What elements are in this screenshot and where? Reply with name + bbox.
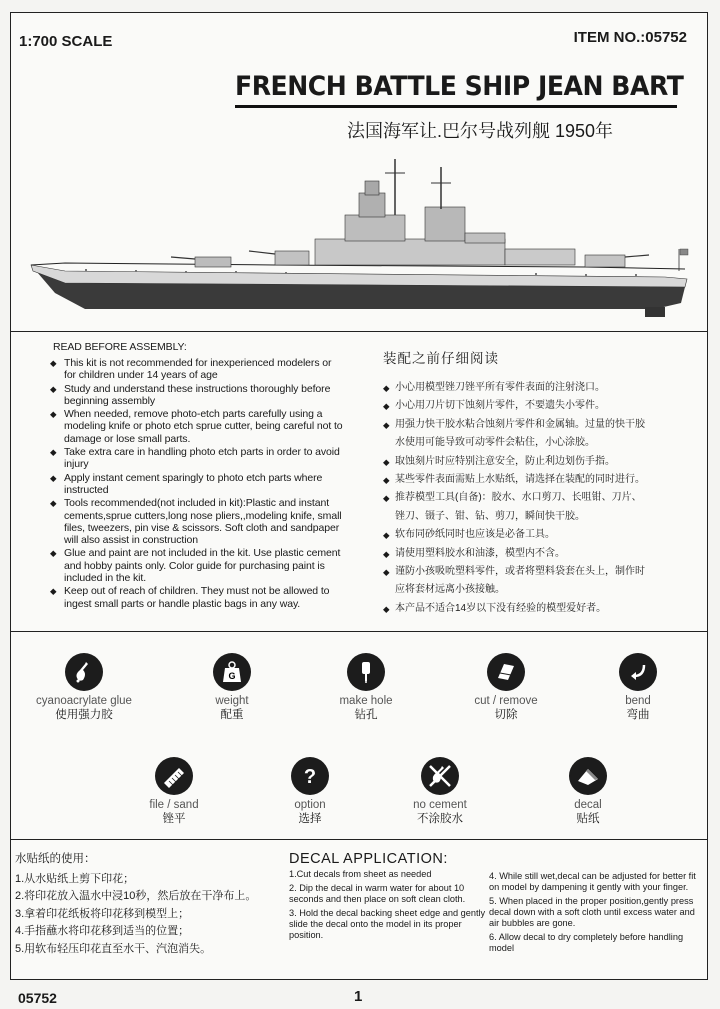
list-item: 6. Allow decal to dry completely before handling model — [489, 932, 684, 953]
list-item: ◆ When needed, remove photo-etch parts carefully using a modeling knife or photo etch sprue cutter, being careful not to damage or lose small parts. — [53, 408, 346, 445]
list-item: 1.Cut decals from sheet as needed — [289, 869, 432, 879]
read-before-chinese — [381, 347, 685, 618]
list-item: 水使用可能导致可动零件会粘住，小心涂胶。 — [395, 437, 595, 449]
list-item: 3.拿着印花纸板将印花移到模型上； — [15, 907, 190, 920]
list-item: ◆ 小心用刀片切下蚀刻片零件，不要遗失小零件。 — [381, 397, 685, 415]
title-underline — [235, 105, 677, 108]
read-before-list-en — [53, 357, 346, 610]
list-item: ◆ Apply instant cement sparingly to photo etch parts where instructed — [53, 472, 346, 497]
question-icon — [291, 757, 329, 795]
list-item: ◆ 取蚀刻片时应特别注意安全，防止利边划伤手指。 — [381, 453, 685, 471]
section-divider-1 — [11, 331, 707, 332]
list-item: ◆ Keep out of reach of children. They must not be allowed to ingest small parts or handle plastic bags in any way. — [53, 585, 346, 610]
no-cement-icon — [421, 757, 459, 795]
list-item: ◆ Study and understand these instructions thoroughly before beginning assembly — [53, 383, 346, 408]
decal-heading-cn: 水贴纸的使用： — [15, 853, 96, 865]
symbol-glue: cyanoacrylate glue 使用强力胶 — [29, 653, 139, 723]
symbol-make-hole: make hole 钻孔 — [311, 653, 421, 723]
list-item: ◆ Glue and paint are not included in the kit. Use plastic cement and hobby paints only. Color guide for purchasing paint is included in the kit. — [53, 547, 346, 584]
symbol-option: ? option 选择 — [255, 757, 365, 827]
decal-icon — [569, 757, 607, 795]
battleship-side-profile — [25, 153, 695, 331]
list-item: 应将套材远离小孩接触。 — [395, 584, 505, 596]
list-item: ◆ 谨防小孩吸吮塑料零件，或者将塑料袋套在头上，制作时 — [381, 563, 685, 581]
list-item: ◆ Tools recommended(not included in kit):Plastic and instant cements,sprue cutters,long nose pliers,,modeling knife, small files, tweezers, pin vise & scissors. Soft cloth and sandpaper will also assist in construction — [53, 497, 346, 546]
svg-text:G: G — [228, 671, 236, 681]
bend-icon — [619, 653, 657, 691]
list-item: ◆ 本产品不适合14岁以下没有经验的模型爱好者。 — [381, 600, 685, 618]
cut-icon — [487, 653, 525, 691]
section-divider-3 — [11, 839, 707, 840]
list-item: ◆ 小心用模型锉刀锉平所有零件表面的注射浇口。 — [381, 379, 685, 397]
list-item: ◆ 推荐模型工具(自备)：胶水、水口剪刀、长咀钳、刀片、 — [381, 489, 685, 507]
list-item: ◆ 请使用塑料胶水和油漆，模型内不含。 — [381, 545, 685, 563]
page-subtitle-cn: 法国海军让.巴尔号战列舰 1950年 — [347, 121, 614, 141]
list-item: 4. While still wet,decal can be adjusted for better fit on model by dampening it gently with your finger. — [489, 871, 696, 892]
symbol-bend: bend 弯曲 — [583, 653, 693, 723]
item-number: ITEM NO.:05752 — [573, 29, 687, 46]
file-icon — [155, 757, 193, 795]
weight-icon — [213, 653, 251, 691]
read-before-heading-en: READ BEFORE ASSEMBLY: — [53, 341, 187, 353]
list-item: 3. Hold the decal backing sheet edge and gently slide the decal onto the model in its proper position. — [289, 908, 486, 940]
decal-instructions-cn — [15, 851, 256, 959]
symbol-weight: G weight 配重 — [177, 653, 287, 723]
product-code: 05752 — [18, 990, 57, 1006]
page-number: 1 — [354, 988, 363, 1005]
section-divider-2 — [11, 631, 707, 632]
list-item: ◆ 软布同砂纸同时也应该是必备工具。 — [381, 526, 685, 544]
list-item: ◆ 用强力快干胶水粘合蚀刻片零件和金属轴。过量的快干胶 — [381, 416, 685, 434]
decal-heading-en: DECAL APPLICATION: — [289, 851, 448, 867]
read-before-english — [53, 341, 346, 611]
symbol-no-cement: no cement 不涂胶水 — [385, 757, 495, 827]
list-item: 1.从水贴纸上剪下印花； — [15, 872, 135, 885]
symbol-cut-remove: cut / remove 切除 — [451, 653, 561, 723]
list-item: 2. Dip the decal in warm water for about 10 seconds and then place on soft clean cloth. — [289, 883, 466, 904]
list-item: 5.用软布轻压印花直至水干、汽泡消失。 — [15, 942, 212, 955]
list-item: ◆ This kit is not recommended for inexperienced modelers or for children under 14 years of age — [53, 357, 346, 382]
decal-instructions-en — [289, 851, 489, 944]
read-before-list-cn — [381, 379, 685, 618]
list-item: ◆ Take extra care in handling photo etch parts in order to avoid injury — [53, 446, 346, 471]
glue-bottle-icon — [65, 653, 103, 691]
symbol-file-sand: file / sand 锉平 — [119, 757, 229, 827]
drill-icon — [347, 653, 385, 691]
symbol-decal: decal 贴纸 — [533, 757, 643, 827]
list-item: ◆ 某些零件表面需贴上水贴纸，请选择在装配的同时进行。 — [381, 471, 685, 489]
list-item: 4.手指蘸水将印花移到适当的位置； — [15, 925, 190, 938]
read-before-heading-cn: 装配之前仔细阅读 — [383, 351, 499, 366]
list-item: 锉刀、镊子、钳、钻、剪刀，瞬间快干胶。 — [395, 510, 585, 522]
list-item: 5. When placed in the proper position,gently press decal down with a soft cloth until excess water and air bubbles are gone. — [489, 896, 695, 928]
page-title: FRENCH BATTLE SHIP JEAN BART — [235, 71, 684, 102]
decal-instructions-en-continued — [489, 871, 703, 957]
list-item: 2.将印花放入温水中浸10秒，然后放在干净布上。 — [15, 890, 257, 903]
instruction-page — [10, 12, 708, 980]
svg-text:?: ? — [303, 766, 317, 788]
scale-label: 1:700 SCALE — [19, 33, 113, 50]
